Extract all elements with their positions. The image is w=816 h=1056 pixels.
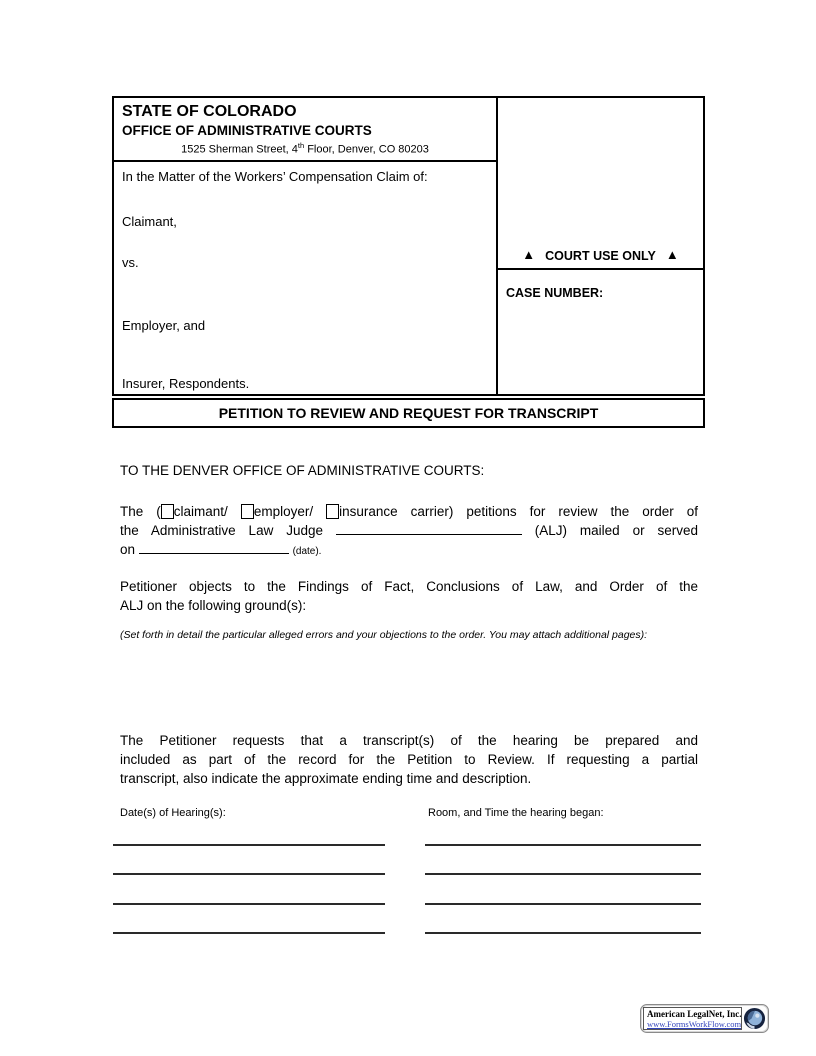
caption-left-cell — [114, 98, 498, 394]
transcript-line-1: The Petitioner requests that a transcript(s) of the hearing be prepared and — [120, 733, 698, 748]
alj-name-blank[interactable] — [336, 521, 522, 535]
vendor-globe-icon — [743, 1007, 766, 1030]
petition-line-3 — [120, 540, 698, 561]
insurer-label: Insurer, Respondents. — [122, 375, 250, 391]
court-use-only-banner — [498, 98, 703, 270]
claimant-checkbox[interactable] — [161, 504, 174, 519]
employer-label: Employer, and — [122, 317, 206, 333]
vendor-website-link[interactable]: www.FormsWorkFlow.com — [647, 1019, 742, 1029]
petition-text-the: The ( — [120, 504, 161, 519]
matter-caption — [114, 162, 496, 394]
petition-text-claimant: claimant/ — [173, 504, 228, 519]
agency-name: STATE OF COLORADO — [122, 103, 297, 120]
petition-line-2 — [120, 521, 698, 540]
transcript-line-2: included as part of the record for the Petition to Review. If requesting a partial — [120, 752, 698, 767]
petition-line-1 — [120, 502, 698, 521]
hearing-dates-label: Date(s) of Hearing(s): — [120, 807, 226, 819]
employer-checkbox[interactable] — [241, 504, 254, 519]
form-title-bar — [112, 398, 705, 428]
agency-header — [114, 98, 496, 162]
petition-text-mailed: (ALJ) mailed or served — [534, 523, 698, 538]
objection-paragraph — [120, 577, 698, 615]
address-post: Floor, Denver, CO 80203 — [304, 143, 429, 156]
triangle-up-icon: ▲ — [522, 247, 536, 262]
agency-office: OFFICE OF ADMINISTRATIVE COURTS — [122, 123, 372, 138]
case-number-field[interactable] — [498, 270, 703, 300]
hearing-date-line-1[interactable] — [113, 844, 385, 846]
vendor-badge — [640, 1004, 769, 1033]
petition-paragraph — [120, 502, 698, 561]
salutation: TO THE DENVER OFFICE OF ADMINISTRATIVE COURTS: — [120, 463, 485, 478]
triangle-up-icon: ▲ — [665, 247, 679, 262]
address-ordinal: th — [297, 141, 305, 150]
hearing-room-line-1[interactable] — [425, 844, 701, 846]
hearing-room-line-3[interactable] — [425, 903, 701, 905]
address-pre: 1525 Sherman Street, 4 — [181, 143, 298, 156]
objection-line-2: ALJ on the following ground(s): — [120, 598, 307, 613]
date-hint-label: (date). — [292, 546, 322, 557]
transcript-paragraph — [120, 731, 698, 788]
claimant-label: Claimant, — [122, 213, 177, 229]
hearing-date-line-3[interactable] — [113, 903, 385, 905]
transcript-line-3: transcript, also indicate the approximate ending time and description. — [120, 771, 532, 786]
petition-text-on: on — [120, 542, 136, 557]
matter-label: In the Matter of the Workers’ Compensation Claim of: — [122, 168, 428, 184]
petition-text-insurance: insurance carrier) petitions for review the order of — [339, 504, 698, 519]
vs-label: vs. — [122, 254, 139, 270]
hearing-room-line-4[interactable] — [425, 932, 701, 934]
vendor-company-name: American LegalNet, Inc. — [647, 1009, 742, 1019]
court-use-cell — [498, 98, 703, 394]
caption-table — [112, 96, 705, 396]
hearing-date-line-2[interactable] — [113, 873, 385, 875]
form-title: PETITION TO REVIEW AND REQUEST FOR TRANSCRIPT — [218, 405, 599, 421]
case-number-label: CASE NUMBER: — [506, 286, 604, 300]
agency-address — [122, 139, 488, 157]
mailed-date-blank[interactable] — [139, 540, 289, 554]
hearing-date-line-4[interactable] — [113, 932, 385, 934]
hearing-room-line-2[interactable] — [425, 873, 701, 875]
petition-text-employer: employer/ — [253, 504, 314, 519]
objection-line-1: Petitioner objects to the Findings of Fact, Conclusions of Law, and Order of the — [120, 579, 698, 594]
insurance-carrier-checkbox[interactable] — [326, 504, 339, 519]
hearing-room-label: Room, and Time the hearing began: — [428, 807, 604, 819]
vendor-badge-textbox — [643, 1007, 742, 1030]
court-use-only-label: COURT USE ONLY — [545, 249, 656, 263]
instruction-note: (Set forth in detail the particular alleged errors and your objections to the order. You may attach additional pages): — [120, 629, 648, 641]
petition-text-judge: the Administrative Law Judge — [120, 523, 323, 538]
